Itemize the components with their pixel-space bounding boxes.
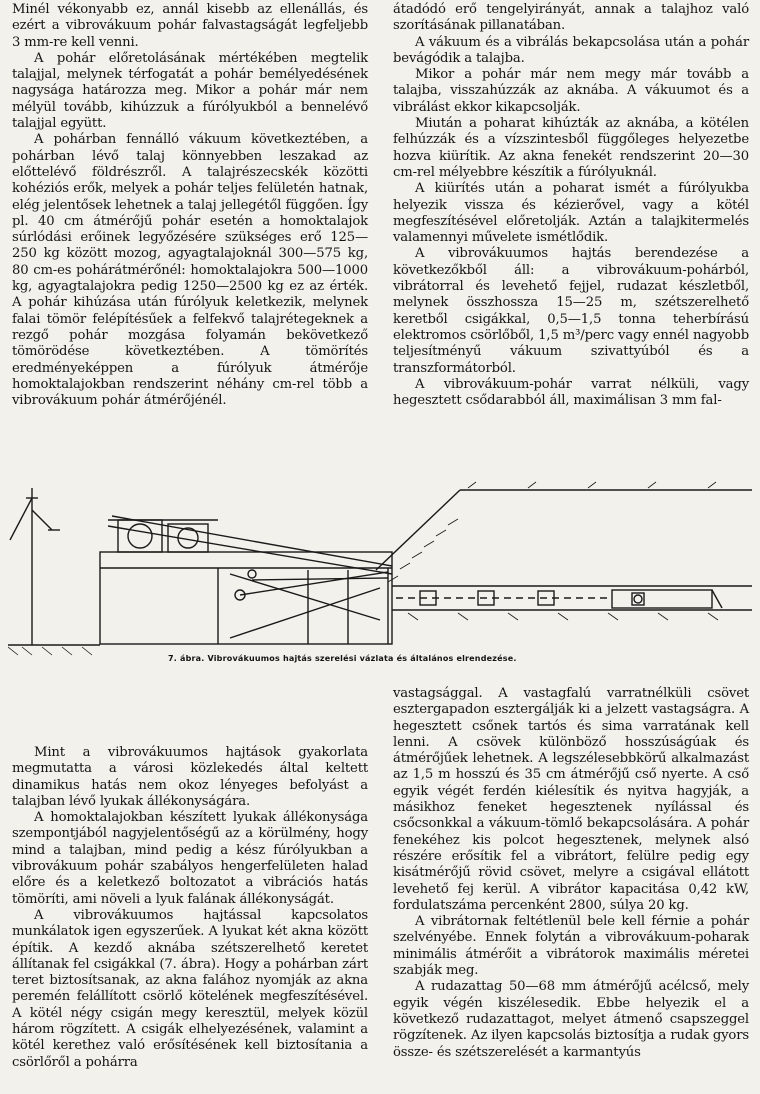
paragraph: A kiürítés után a poharat ismét a fúrólyukba helyezik vissza és kézierővel, vagy a kötél megfeszítésével előretolják. Aztán a talajkitermelés valamennyi művelete ismétlődik. — [393, 181, 749, 246]
paragraph: Mikor a pohár már nem megy már tovább a talajba, visszahúzzák az aknába. A vákuumot és a vibrálást ekkor kikapcsolják. — [393, 67, 749, 115]
text-column-bottom-right — [393, 686, 749, 1061]
paragraph: A vibrovákuumos hajtás berendezése a következőkből áll: a vibrovákuum-pohárból, vibrátorral és levehető fejjel, rudazat készletből, melynek összhossza 15—25 m, szétszerelhető keretből csigákkal, 0,5—1,5 tonna teherbírású elektromos csörlőből, 1,5 m³/perc vagy ennél nagyobb teljesítményű vákuum szivattyúból és a transzformátorból. — [393, 246, 749, 376]
inclined-boom — [108, 516, 392, 600]
paragraph: A pohár előretolásának mértékében megtelik talajjal, melynek térfogatát a pohár bemélyedésének nagysága határozza meg. Mikor a pohár már nem mélyül tovább, kihúzzuk a fúrólyukból a bennelévő talajjal együtt. — [12, 50, 368, 132]
mast — [10, 488, 60, 645]
paragraph: A vákuum és a vibrálás bekapcsolása után a pohár bevágódik a talajba. — [393, 34, 749, 66]
paragraph: A vibrátornak feltétlenül bele kell férnie a pohár szelvényébe. Ennek folytán a vibrovákuum-poharak minimális átmérőit a vibrátorok maximális méretei szabják meg. — [393, 914, 749, 979]
paragraph: A homoktalajokban készített lyukak állékonysága szempontjából nagyjelentőségű az a körülmény, hogy mind a talajban, mind pedig a kész fúrólyukban a vibrovákuum pohár szabályos hengerfelületen halad előre és a keletkező boltozatot a vibrációs hatás tömöríti, ami növeli a lyuk falának állékonyságát. — [12, 810, 368, 907]
text-column-top-right — [393, 2, 749, 409]
paragraph: A vibrovákuum-pohár varrat nélküli, vagy hegesztett csődarabból áll, maximálisan 3 mm fal- — [393, 376, 749, 409]
paragraph: A rudazattag 50—68 mm átmérőjű acélcső, mely egyik végén kiszélesedik. Ebbe helyezik el a következő rudazattagot, melyet átmenő csapszeggel rögzítenek. Az ilyen kapcsolás biztosítja a rudak gyors össze- és szétszerelését a karmantyús — [393, 979, 749, 1060]
paragraph: Mint a vibrovákuumos hajtások gyakorlata megmutatta a városi közlekedés által keltett dinamikus hatás nem okoz lényeges befolyást a talajban lévő lyukak állékonyságára. — [12, 745, 368, 809]
paragraph: Miután a poharat kihúzták az aknába, a kötélen felhúzzák és a vízszintesből függőleges helyezetbe hozva kiürítik. Az akna fenekét rendszerint 20—30 cm-rel mélyebbre készítik a fúrólyuknál. — [393, 116, 749, 180]
text-column-bottom-left — [12, 745, 368, 1071]
paragraph: A pohárban fennálló vákuum következtében, a pohárban lévő talaj könnyebben leszakad az előttelévő földrészről. A talajrészecskék közötti kohéziós erők, melyek a pohár teljes felületén hatnak, elég jelentősek lehetnek a talaj jellegétől függően. Így pl. 40 cm átmérőjű pohár esetén a homoktalajok súrlódási erőinek legyőzésére szükséges erő 125—250 kg között mozog, agyagtalajoknál 300—575 kg, 80 cm-es pohárátmérőnél: homoktalajokra 500—1000 kg, agyagtalajokra pedig 1250—2500 kg ez az érték. A pohár kihúzása után fúrólyuk keletkezik, melynek falai tömör felépítésűek a felfekvő talajrétegeknek a rezgő pohár mozgása folyamán bekövetkező tömörödése következtében. A tömörítés eredményeképpen a fúrólyuk átmérője homoktalajokban rendszerint néhány cm-rel több a vibrovákuum pohár átmérőjénél. — [12, 132, 368, 409]
paragraph: vastagsággal. A vastagfalú varratnélküli csövet esztergapadon esztergálják ki a jelzett vastagságra. A hegesztett csőnek tartós és sima varratának kell lenni. A csövek különböző hosszúságúak és átmérőjűek lehetnek. A legszélesebbkörű alkalmazást az 1,5 m hosszú és 35 cm átmérőjű cső nyerte. A cső egyik végét ferdén kiélesítik és nyitva hagyják, a másikhoz feneket hegesztenek nyílással és csőcsonkkal a vákuum-tömlő bekapcsolására. A pohár fenekéhez kis polcot hegesztenek, melynek alsó részére erősítik fel a vibrátort, felülre pedig egy kisátmérőjű rövid csövet, melyre a csigával ellátott levehető fej kerül. A vibrátor kapacitása 0,42 kW, fordulatszáma percenként 2800, súlya 20 kg. — [393, 686, 749, 913]
text-column-top-left — [12, 2, 368, 409]
paragraph: átadódó erő tengelyirányát, annak a talajhoz való szorításának pillanatában. — [393, 2, 749, 34]
paragraph: A vibrovákuumos hajtással kapcsolatos munkálatok igen egyszerűek. A lyukat két akna között építik. A kezdő aknába szétszerelhető keretet állítanak fel csigákkal (7. ábra). Hogy a pohárban zárt teret biztosítsanak, az akna falához nyomják az akna peremén felállított csörlő kötelének megfeszítésével. A kötél négy csigán megy keresztül, melyek közül három rögzített. A csigák elhelyezésének, valamint a kötél kerethez való erősítésének kell biztosítania a csörlőről a pohárra — [12, 907, 368, 1070]
figure-drawing — [8, 470, 752, 680]
paragraph: Minél vékonyabb ez, annál kisebb az ellenállás, és ezért a vibrovákuum pohár falvastagságát legfeljebb 3 mm-re kell venni. — [12, 2, 368, 50]
rod-diagonals — [230, 570, 380, 644]
figure-caption: 7. ábra. Vibrovákuumos hajtás szerelési vázlata és általános elrendezése. — [168, 654, 517, 663]
vibro-vacuum-cup — [612, 590, 722, 608]
